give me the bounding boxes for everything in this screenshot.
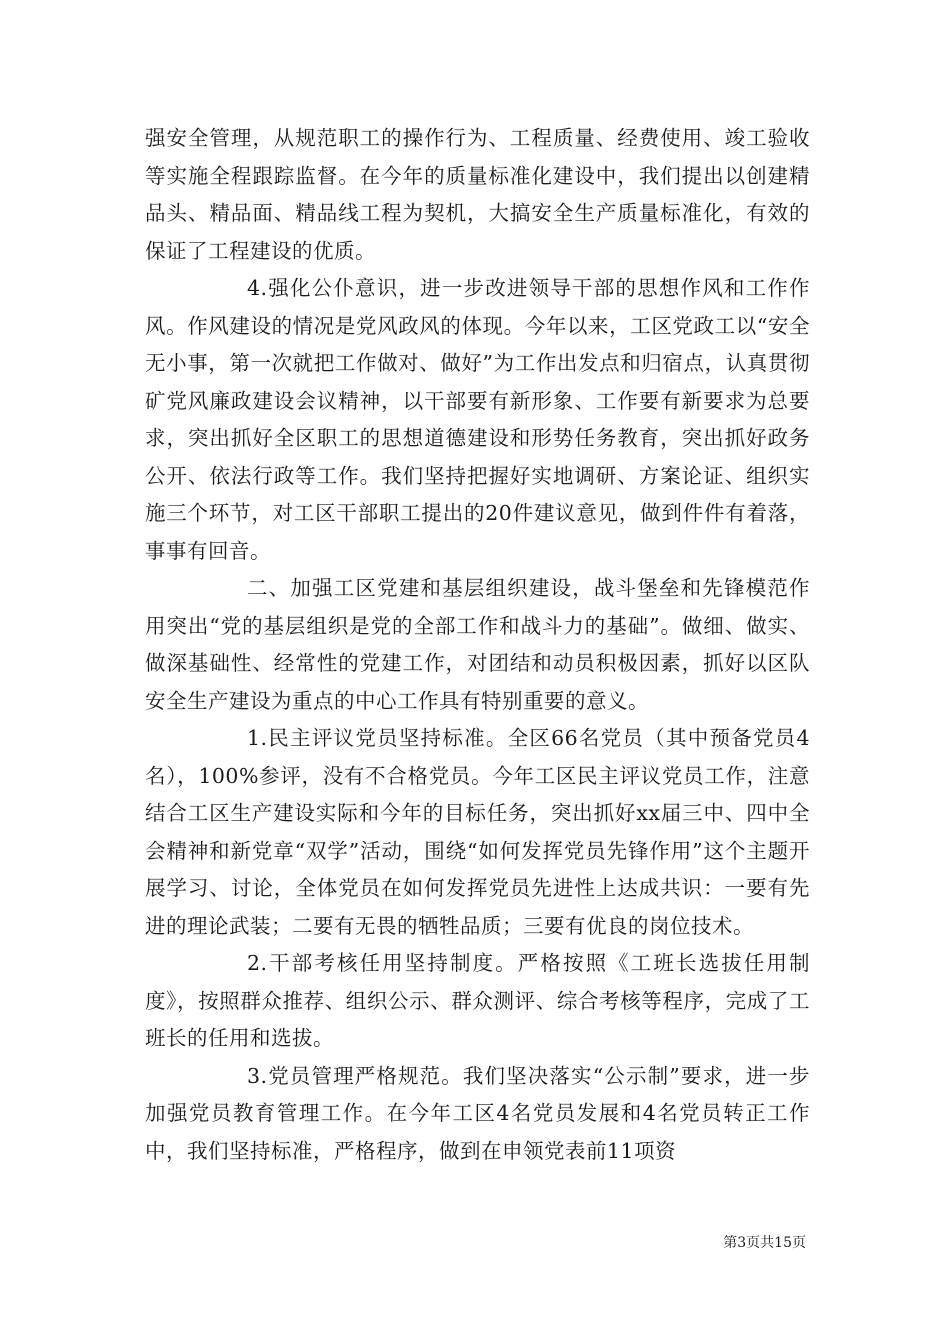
document-body (145, 120, 810, 1170)
paragraph-cadre-appointment: 2.干部考核任用坚持制度。严格按照《工班长选拔任用制度》，按照群众推荐、组织公示、群众测评、综合考核等程序，完成了工班长的任用和选拔。 (145, 951, 810, 1050)
paragraph-member-management: 3.党员管理严格规范。我们坚决落实“公示制”要求，进一步加强党员教育管理工作。在今年工区4名党员发展和4名党员转正工作中，我们坚持标准，严格程序，做到在申领党表前11项资 (145, 1063, 810, 1163)
paragraph-party-member-evaluation: 1.民主评议党员坚持标准。全区66名党员（其中预备党员4名），100%参评，没有不合格党员。今年工区民主评议党员工作，注意结合工区生产建设实际和今年的目标任务，突出抓好xx届三中、四中全会精神和新党章“双学”活动，围绕“如何发挥党员先锋作用”这个主题开展学习、讨论，全体党员在如何发挥党员先进性上达成共识：一要有先进的理论武装；二要有无畏的牺牲品质；三要有优良的岗位技术。 (145, 726, 810, 938)
page-number-footer: 第3页共15页 (723, 1235, 806, 1251)
paragraph-party-building: 二、加强工区党建和基层组织建设，战斗堡垒和先锋模范作用突出“党的基层组织是党的全部工作和战斗力的基础”。做细、做实、做深基础性、经常性的党建工作，对团结和动员积极因素，抓好以区队安全生产建设为重点的中心工作具有特别重要的意义。 (145, 576, 810, 713)
paragraph-safety-management: 强安全管理，从规范职工的操作行为、工程质量、经费使用、竣工验收等实施全程跟踪监督。在今年的质量标准化建设中，我们提出以创建精品头、精品面、精品线工程为契机，大搞安全生产质量标准化，有效的保证了工程建设的优质。 (145, 126, 810, 263)
paragraph-work-style: 4.强化公仆意识，进一步改进领导干部的思想作风和工作作风。作风建设的情况是党风政风的体现。今年以来，工区党政工以“安全无小事，第一次就把工作做对、做好”为工作出发点和归宿点，认真贯彻矿党风廉政建设会议精神，以干部要有新形象、工作要有新要求为总要求，突出抓好全区职工的思想道德建设和形势任务教育，突出抓好政务公开、依法行政等工作。我们坚持把握好实地调研、方案论证、组织实施三个环节，对工区干部职工提出的20件建议意见，做到件件有着落，事事有回音。 (145, 276, 810, 563)
